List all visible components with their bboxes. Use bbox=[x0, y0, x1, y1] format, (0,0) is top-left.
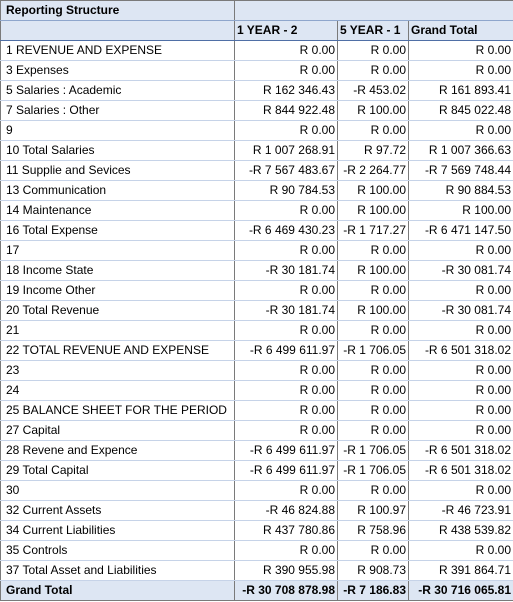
cell-grand-total[interactable]: R 0.00 bbox=[409, 541, 513, 561]
row-label[interactable]: 1 REVENUE AND EXPENSE bbox=[1, 41, 235, 61]
cell-5-year-1[interactable]: -R 1 706.05 bbox=[338, 441, 409, 461]
row-label[interactable]: 7 Salaries : Other bbox=[1, 101, 235, 121]
table-row bbox=[1, 521, 513, 541]
row-label[interactable]: 29 Total Capital bbox=[1, 461, 235, 481]
cell-1-year-2[interactable]: R 0.00 bbox=[235, 281, 338, 301]
grand-total-1-year-2[interactable]: -R 30 708 878.98 bbox=[235, 581, 338, 601]
cell-5-year-1[interactable]: -R 2 264.77 bbox=[338, 161, 409, 181]
row-label[interactable]: 25 BALANCE SHEET FOR THE PERIOD bbox=[1, 401, 235, 421]
cell-grand-total[interactable]: R 1 007 366.63 bbox=[409, 141, 513, 161]
cell-5-year-1[interactable]: R 0.00 bbox=[338, 541, 409, 561]
cell-1-year-2[interactable]: R 0.00 bbox=[235, 61, 338, 81]
column-header-5-year-1[interactable]: 5 YEAR - 1 bbox=[338, 21, 409, 41]
row-label[interactable]: 21 bbox=[1, 321, 235, 341]
row-label[interactable]: 23 bbox=[1, 361, 235, 381]
row-label[interactable]: 20 Total Revenue bbox=[1, 301, 235, 321]
row-label[interactable]: 13 Communication bbox=[1, 181, 235, 201]
header-blank-cell bbox=[235, 1, 338, 21]
cell-5-year-1[interactable]: R 100.97 bbox=[338, 501, 409, 521]
cell-1-year-2[interactable]: R 0.00 bbox=[235, 121, 338, 141]
grand-total-row bbox=[1, 581, 513, 601]
row-label[interactable]: 3 Expenses bbox=[1, 61, 235, 81]
cell-grand-total[interactable]: R 845 022.48 bbox=[409, 101, 513, 121]
cell-5-year-1[interactable]: R 0.00 bbox=[338, 401, 409, 421]
cell-1-year-2[interactable]: -R 30 181.74 bbox=[235, 261, 338, 281]
table-row bbox=[1, 481, 513, 501]
table-row bbox=[1, 441, 513, 461]
cell-1-year-2[interactable]: -R 46 824.88 bbox=[235, 501, 338, 521]
cell-grand-total[interactable]: -R 6 471 147.50 bbox=[409, 221, 513, 241]
cell-grand-total[interactable]: -R 6 501 318.02 bbox=[409, 461, 513, 481]
table-row bbox=[1, 421, 513, 441]
header-blank-cell bbox=[409, 1, 513, 21]
cell-1-year-2[interactable]: R 0.00 bbox=[235, 541, 338, 561]
cell-1-year-2[interactable]: R 0.00 bbox=[235, 361, 338, 381]
header-row-title bbox=[1, 1, 513, 21]
cell-1-year-2[interactable]: R 90 784.53 bbox=[235, 181, 338, 201]
cell-grand-total[interactable]: R 0.00 bbox=[409, 381, 513, 401]
cell-1-year-2[interactable]: -R 6 469 430.23 bbox=[235, 221, 338, 241]
cell-grand-total[interactable]: R 0.00 bbox=[409, 281, 513, 301]
cell-5-year-1[interactable]: R 0.00 bbox=[338, 421, 409, 441]
cell-5-year-1[interactable]: R 0.00 bbox=[338, 481, 409, 501]
row-label[interactable]: 5 Salaries : Academic bbox=[1, 81, 235, 101]
row-label[interactable]: 28 Revene and Expence bbox=[1, 441, 235, 461]
row-label[interactable]: 9 bbox=[1, 121, 235, 141]
cell-1-year-2[interactable]: R 0.00 bbox=[235, 201, 338, 221]
cell-5-year-1[interactable]: R 0.00 bbox=[338, 321, 409, 341]
cell-1-year-2[interactable]: R 162 346.43 bbox=[235, 81, 338, 101]
row-label[interactable]: 18 Income State bbox=[1, 261, 235, 281]
cell-grand-total[interactable]: -R 6 501 318.02 bbox=[409, 341, 513, 361]
table-row bbox=[1, 361, 513, 381]
row-label[interactable]: 16 Total Expense bbox=[1, 221, 235, 241]
cell-5-year-1[interactable]: R 0.00 bbox=[338, 61, 409, 81]
row-label[interactable]: 37 Total Asset and Liabilities bbox=[1, 561, 235, 581]
cell-grand-total[interactable]: R 161 893.41 bbox=[409, 81, 513, 101]
cell-5-year-1[interactable]: R 100.00 bbox=[338, 301, 409, 321]
cell-5-year-1[interactable]: R 0.00 bbox=[338, 281, 409, 301]
cell-5-year-1[interactable]: R 0.00 bbox=[338, 361, 409, 381]
header-blank-cell bbox=[338, 1, 409, 21]
grand-total-5-year-1[interactable]: -R 7 186.83 bbox=[338, 581, 409, 601]
table-row bbox=[1, 101, 513, 121]
cell-5-year-1[interactable]: R 97.72 bbox=[338, 141, 409, 161]
row-label[interactable]: 35 Controls bbox=[1, 541, 235, 561]
cell-grand-total[interactable]: R 391 864.71 bbox=[409, 561, 513, 581]
table-row bbox=[1, 221, 513, 241]
cell-5-year-1[interactable]: R 908.73 bbox=[338, 561, 409, 581]
cell-5-year-1[interactable]: R 100.00 bbox=[338, 201, 409, 221]
table-row bbox=[1, 121, 513, 141]
grand-total-grand-total[interactable]: -R 30 716 065.81 bbox=[409, 581, 513, 601]
table-row bbox=[1, 161, 513, 181]
cell-grand-total[interactable]: R 0.00 bbox=[409, 481, 513, 501]
cell-5-year-1[interactable]: R 100.00 bbox=[338, 181, 409, 201]
cell-1-year-2[interactable]: -R 6 499 611.97 bbox=[235, 461, 338, 481]
cell-1-year-2[interactable]: R 0.00 bbox=[235, 421, 338, 441]
cell-grand-total[interactable]: R 0.00 bbox=[409, 41, 513, 61]
cell-5-year-1[interactable]: -R 453.02 bbox=[338, 81, 409, 101]
table-row bbox=[1, 261, 513, 281]
row-label[interactable]: 27 Capital bbox=[1, 421, 235, 441]
cell-1-year-2[interactable]: R 0.00 bbox=[235, 321, 338, 341]
cell-1-year-2[interactable]: -R 7 567 483.67 bbox=[235, 161, 338, 181]
grand-total-label[interactable]: Grand Total bbox=[1, 581, 235, 601]
cell-1-year-2[interactable]: R 1 007 268.91 bbox=[235, 141, 338, 161]
row-label[interactable]: 30 bbox=[1, 481, 235, 501]
table-row bbox=[1, 181, 513, 201]
cell-grand-total[interactable]: R 0.00 bbox=[409, 321, 513, 341]
cell-grand-total[interactable]: -R 46 723.91 bbox=[409, 501, 513, 521]
column-header-grand-total[interactable]: Grand Total bbox=[409, 21, 513, 41]
cell-grand-total[interactable]: R 0.00 bbox=[409, 361, 513, 381]
table-row bbox=[1, 301, 513, 321]
cell-5-year-1[interactable]: R 100.00 bbox=[338, 261, 409, 281]
cell-grand-total[interactable]: R 0.00 bbox=[409, 61, 513, 81]
table-row bbox=[1, 341, 513, 361]
cell-grand-total[interactable]: -R 6 501 318.02 bbox=[409, 441, 513, 461]
cell-1-year-2[interactable]: R 0.00 bbox=[235, 41, 338, 61]
table-row bbox=[1, 281, 513, 301]
cell-grand-total[interactable]: R 0.00 bbox=[409, 401, 513, 421]
cell-grand-total[interactable]: R 0.00 bbox=[409, 241, 513, 261]
table-row bbox=[1, 201, 513, 221]
cell-5-year-1[interactable]: -R 1 717.27 bbox=[338, 221, 409, 241]
row-label[interactable]: 17 bbox=[1, 241, 235, 261]
cell-grand-total[interactable]: R 100.00 bbox=[409, 201, 513, 221]
table-row bbox=[1, 141, 513, 161]
column-header-1-year-2[interactable]: 1 YEAR - 2 bbox=[235, 21, 338, 41]
cell-grand-total[interactable]: -R 7 569 748.44 bbox=[409, 161, 513, 181]
cell-grand-total[interactable]: -R 30 081.74 bbox=[409, 301, 513, 321]
table-title[interactable]: Reporting Structure bbox=[1, 1, 235, 21]
row-label[interactable]: 24 bbox=[1, 381, 235, 401]
cell-5-year-1[interactable]: R 758.96 bbox=[338, 521, 409, 541]
row-label[interactable]: 34 Current Liabilities bbox=[1, 521, 235, 541]
cell-1-year-2[interactable]: R 437 780.86 bbox=[235, 521, 338, 541]
table-row bbox=[1, 241, 513, 261]
table-row bbox=[1, 561, 513, 581]
row-label[interactable]: 10 Total Salaries bbox=[1, 141, 235, 161]
row-label[interactable]: 22 TOTAL REVENUE AND EXPENSE bbox=[1, 341, 235, 361]
cell-5-year-1[interactable]: R 0.00 bbox=[338, 41, 409, 61]
cell-5-year-1[interactable]: R 0.00 bbox=[338, 241, 409, 261]
cell-5-year-1[interactable]: R 0.00 bbox=[338, 121, 409, 141]
cell-grand-total[interactable]: R 90 884.53 bbox=[409, 181, 513, 201]
cell-1-year-2[interactable]: R 0.00 bbox=[235, 381, 338, 401]
cell-1-year-2[interactable]: -R 6 499 611.97 bbox=[235, 441, 338, 461]
table-row bbox=[1, 401, 513, 421]
cell-5-year-1[interactable]: R 100.00 bbox=[338, 101, 409, 121]
table-row bbox=[1, 541, 513, 561]
cell-1-year-2[interactable]: R 844 922.48 bbox=[235, 101, 338, 121]
header-blank-cell bbox=[1, 21, 235, 41]
cell-1-year-2[interactable]: -R 6 499 611.97 bbox=[235, 341, 338, 361]
header-row-columns bbox=[1, 21, 513, 41]
row-label[interactable]: 14 Maintenance bbox=[1, 201, 235, 221]
table-row bbox=[1, 501, 513, 521]
row-label[interactable]: 32 Current Assets bbox=[1, 501, 235, 521]
table-row bbox=[1, 81, 513, 101]
cell-5-year-1[interactable]: -R 1 706.05 bbox=[338, 461, 409, 481]
cell-1-year-2[interactable]: R 0.00 bbox=[235, 401, 338, 421]
cell-5-year-1[interactable]: -R 1 706.05 bbox=[338, 341, 409, 361]
row-label[interactable]: 19 Income Other bbox=[1, 281, 235, 301]
cell-5-year-1[interactable]: R 0.00 bbox=[338, 381, 409, 401]
table-row bbox=[1, 461, 513, 481]
table-row bbox=[1, 381, 513, 401]
cell-1-year-2[interactable]: R 0.00 bbox=[235, 481, 338, 501]
cell-1-year-2[interactable]: R 390 955.98 bbox=[235, 561, 338, 581]
row-label[interactable]: 11 Supplie and Sevices bbox=[1, 161, 235, 181]
cell-1-year-2[interactable]: -R 30 181.74 bbox=[235, 301, 338, 321]
cell-grand-total[interactable]: R 0.00 bbox=[409, 421, 513, 441]
table-row bbox=[1, 41, 513, 61]
cell-grand-total[interactable]: R 438 539.82 bbox=[409, 521, 513, 541]
cell-1-year-2[interactable]: R 0.00 bbox=[235, 241, 338, 261]
cell-grand-total[interactable]: -R 30 081.74 bbox=[409, 261, 513, 281]
table-row bbox=[1, 61, 513, 81]
cell-grand-total[interactable]: R 0.00 bbox=[409, 121, 513, 141]
table-row bbox=[1, 321, 513, 341]
